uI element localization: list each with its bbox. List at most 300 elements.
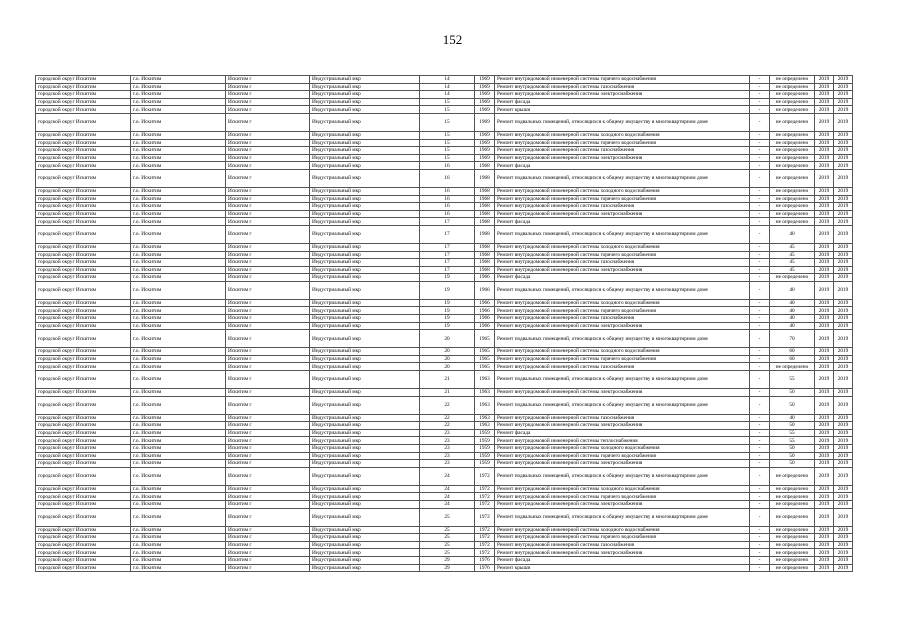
- table-cell: 24: [420, 485, 475, 493]
- table-cell: 1966: [475, 315, 495, 323]
- table-cell: 40: [770, 281, 815, 299]
- table-cell: 15: [420, 131, 475, 139]
- table-cell: Индустриальный мкр: [310, 396, 420, 414]
- table-cell: -: [750, 541, 770, 549]
- table-cell: 2019: [834, 203, 853, 211]
- table-cell: 1965: [475, 348, 495, 356]
- table-cell: -: [750, 98, 770, 106]
- table-cell: г.о. Искитим: [131, 500, 226, 508]
- table-cell: 2019: [834, 355, 853, 363]
- table-cell: -: [750, 322, 770, 330]
- table-cell: 1972: [475, 526, 495, 534]
- table-cell: 25: [420, 541, 475, 549]
- table-cell: 1959: [475, 445, 495, 453]
- table-cell: 2019: [815, 243, 834, 251]
- table-cell: 50: [770, 452, 815, 460]
- table-cell: Ремонт внутридомовой инженерной системы газоснабжения: [495, 203, 750, 211]
- table-cell: городской округ Искитим: [36, 363, 131, 371]
- table-cell: Индустриальный мкр: [310, 564, 420, 572]
- table-cell: 23: [420, 445, 475, 453]
- table-cell: Ремонт внутридомовой инженерной системы горячего водоснабжения: [495, 76, 750, 84]
- table-cell: г.о. Искитим: [131, 251, 226, 259]
- table-cell: Искитим г: [226, 396, 310, 414]
- table-cell: 22: [420, 396, 475, 414]
- table-cell: Искитим г: [226, 460, 310, 468]
- table-cell: городской округ Искитим: [36, 556, 131, 564]
- table-cell: Индустриальный мкр: [310, 91, 420, 99]
- table-cell: 1959: [475, 460, 495, 468]
- table-cell: Ремонт фасада: [495, 274, 750, 282]
- table-cell: 45: [770, 259, 815, 267]
- table-cell: не определено: [770, 500, 815, 508]
- table-cell: -: [750, 218, 770, 226]
- table-cell: Ремонт внутридомовой инженерной системы горячего водоснабжения: [495, 452, 750, 460]
- table-cell: г.о. Искитим: [131, 534, 226, 542]
- table-cell: городской округ Искитим: [36, 259, 131, 267]
- table-cell: -: [750, 500, 770, 508]
- table-cell: городской округ Искитим: [36, 162, 131, 170]
- table-cell: 1969: [475, 113, 495, 131]
- table-cell: -: [750, 330, 770, 348]
- table-cell: -: [750, 445, 770, 453]
- table-cell: Искитим г: [226, 218, 310, 226]
- table-row: [36, 437, 853, 445]
- table-cell: -: [750, 147, 770, 155]
- table-cell: не определено: [770, 113, 815, 131]
- table-cell: 2019: [834, 396, 853, 414]
- table-cell: 2019: [815, 169, 834, 187]
- table-cell: Искитим г: [226, 330, 310, 348]
- table-cell: г.о. Искитим: [131, 91, 226, 99]
- table-cell: 17: [420, 243, 475, 251]
- table-cell: городской округ Искитим: [36, 389, 131, 397]
- table-cell: 45: [770, 251, 815, 259]
- table-cell: 2019: [815, 500, 834, 508]
- table-cell: 2019: [815, 259, 834, 267]
- table-cell: Ремонт крыши: [495, 564, 750, 572]
- table-cell: Ремонт внутридомовой инженерной системы горячего водоснабжения: [495, 493, 750, 501]
- table-cell: 16: [420, 187, 475, 195]
- table-cell: не определено: [770, 139, 815, 147]
- table-cell: 2019: [834, 437, 853, 445]
- table-cell: 25: [420, 526, 475, 534]
- table-cell: Ремонт внутридомовой инженерной системы электроснабжения: [495, 210, 750, 218]
- table-cell: 70: [770, 330, 815, 348]
- table-cell: не определено: [770, 169, 815, 187]
- table-cell: 1968: [475, 210, 495, 218]
- table-cell: -: [750, 396, 770, 414]
- table-cell: Индустриальный мкр: [310, 169, 420, 187]
- table-cell: 1969: [475, 76, 495, 84]
- table-cell: городской округ Искитим: [36, 493, 131, 501]
- table-cell: 1965: [475, 363, 495, 371]
- table-cell: 2019: [815, 460, 834, 468]
- table-cell: 2019: [834, 508, 853, 526]
- table-cell: -: [750, 556, 770, 564]
- table-cell: 24: [420, 500, 475, 508]
- table-cell: Ремонт внутридомовой инженерной системы электроснабжения: [495, 322, 750, 330]
- table-row: [36, 500, 853, 508]
- table-cell: 45: [770, 243, 815, 251]
- table-cell: 2019: [834, 169, 853, 187]
- table-cell: -: [750, 508, 770, 526]
- table-cell: 2019: [834, 348, 853, 356]
- table-cell: 15: [420, 139, 475, 147]
- table-cell: г.о. Искитим: [131, 307, 226, 315]
- table-cell: городской округ Искитим: [36, 414, 131, 422]
- table-cell: -: [750, 348, 770, 356]
- table-cell: Индустриальный мкр: [310, 322, 420, 330]
- table-cell: 1963: [475, 422, 495, 430]
- table-cell: 2019: [815, 414, 834, 422]
- table-cell: 14: [420, 91, 475, 99]
- table-cell: не определено: [770, 131, 815, 139]
- table-cell: Индустриальный мкр: [310, 467, 420, 485]
- table-cell: 2019: [834, 307, 853, 315]
- table-cell: городской округ Искитим: [36, 429, 131, 437]
- table-cell: 2019: [815, 508, 834, 526]
- table-cell: Искитим г: [226, 83, 310, 91]
- table-cell: 2019: [815, 348, 834, 356]
- table-cell: городской округ Искитим: [36, 460, 131, 468]
- table-row: [36, 452, 853, 460]
- table-cell: Искитим г: [226, 363, 310, 371]
- table-cell: 2019: [834, 218, 853, 226]
- table-cell: г.о. Искитим: [131, 526, 226, 534]
- table-cell: 1968: [475, 243, 495, 251]
- table-cell: 1972: [475, 541, 495, 549]
- table-cell: 1972: [475, 485, 495, 493]
- table-cell: 2019: [815, 76, 834, 84]
- table-cell: -: [750, 363, 770, 371]
- page-number: 152: [442, 32, 463, 47]
- table-cell: 2019: [815, 106, 834, 114]
- table-cell: 1959: [475, 437, 495, 445]
- table-cell: Индустриальный мкр: [310, 210, 420, 218]
- table-cell: городской округ Искитим: [36, 541, 131, 549]
- table-row: [36, 259, 853, 267]
- table-cell: -: [750, 203, 770, 211]
- table-cell: г.о. Искитим: [131, 195, 226, 203]
- table-row: [36, 396, 853, 414]
- table-cell: 2019: [815, 363, 834, 371]
- table-cell: 1972: [475, 549, 495, 557]
- table-cell: -: [750, 266, 770, 274]
- table-cell: 1966: [475, 281, 495, 299]
- table-cell: Искитим г: [226, 131, 310, 139]
- table-cell: 1966: [475, 274, 495, 282]
- table-cell: 1963: [475, 389, 495, 397]
- table-cell: 40: [770, 307, 815, 315]
- table-cell: Ремонт подвальных помещений, относящихся к общему имуществу в многоквартирном доме: [495, 113, 750, 131]
- table-cell: г.о. Искитим: [131, 83, 226, 91]
- table-cell: 25: [420, 534, 475, 542]
- table-cell: Искитим г: [226, 467, 310, 485]
- table-cell: не определено: [770, 467, 815, 485]
- table-cell: Искитим г: [226, 274, 310, 282]
- table-cell: городской округ Искитим: [36, 549, 131, 557]
- table-cell: городской округ Искитим: [36, 564, 131, 572]
- table-cell: 17: [420, 266, 475, 274]
- table-row: [36, 266, 853, 274]
- table-cell: 1972: [475, 493, 495, 501]
- table-cell: -: [750, 315, 770, 323]
- table-cell: г.о. Искитим: [131, 281, 226, 299]
- table-cell: г.о. Искитим: [131, 218, 226, 226]
- works-table-body: [36, 76, 853, 572]
- table-cell: г.о. Искитим: [131, 106, 226, 114]
- table-cell: 1969: [475, 154, 495, 162]
- table-cell: городской округ Искитим: [36, 98, 131, 106]
- table-cell: городской округ Искитим: [36, 154, 131, 162]
- table-cell: Искитим г: [226, 266, 310, 274]
- table-cell: г.о. Искитим: [131, 169, 226, 187]
- table-cell: 2019: [834, 315, 853, 323]
- table-cell: 29: [420, 564, 475, 572]
- table-cell: -: [750, 281, 770, 299]
- table-cell: Ремонт крыши: [495, 106, 750, 114]
- table-row: [36, 422, 853, 430]
- table-cell: г.о. Искитим: [131, 355, 226, 363]
- table-cell: не определено: [770, 147, 815, 155]
- table-cell: Ремонт внутридомовой инженерной системы теплоснабжения: [495, 437, 750, 445]
- table-cell: 2019: [834, 131, 853, 139]
- table-cell: Искитим г: [226, 534, 310, 542]
- table-cell: 16: [420, 169, 475, 187]
- table-cell: Искитим г: [226, 76, 310, 84]
- table-cell: г.о. Искитим: [131, 76, 226, 84]
- table-cell: 2019: [815, 131, 834, 139]
- table-cell: Искитим г: [226, 371, 310, 389]
- table-row: [36, 274, 853, 282]
- table-cell: 1968: [475, 195, 495, 203]
- table-cell: 2019: [815, 210, 834, 218]
- table-cell: Индустриальный мкр: [310, 83, 420, 91]
- table-cell: Индустриальный мкр: [310, 460, 420, 468]
- table-cell: не определено: [770, 485, 815, 493]
- table-cell: городской округ Искитим: [36, 396, 131, 414]
- table-cell: Ремонт внутридомовой инженерной системы газоснабжения: [495, 363, 750, 371]
- table-cell: Искитим г: [226, 251, 310, 259]
- table-cell: Индустриальный мкр: [310, 330, 420, 348]
- table-cell: 2019: [815, 162, 834, 170]
- table-cell: Ремонт внутридомовой инженерной системы газоснабжения: [495, 83, 750, 91]
- table-row: [36, 315, 853, 323]
- table-cell: городской округ Искитим: [36, 210, 131, 218]
- table-cell: городской округ Искитим: [36, 106, 131, 114]
- table-cell: г.о. Искитим: [131, 549, 226, 557]
- table-cell: 2019: [834, 541, 853, 549]
- table-cell: Ремонт внутридомовой инженерной системы электроснабжения: [495, 91, 750, 99]
- table-row: [36, 218, 853, 226]
- table-cell: 2019: [815, 147, 834, 155]
- table-row: [36, 281, 853, 299]
- table-cell: -: [750, 83, 770, 91]
- table-cell: 2019: [815, 299, 834, 307]
- table-row: [36, 549, 853, 557]
- table-cell: Индустриальный мкр: [310, 508, 420, 526]
- table-cell: 2019: [834, 139, 853, 147]
- table-cell: 2019: [834, 549, 853, 557]
- table-cell: Ремонт фасада: [495, 556, 750, 564]
- table-cell: Искитим г: [226, 203, 310, 211]
- table-cell: -: [750, 162, 770, 170]
- table-cell: городской округ Искитим: [36, 243, 131, 251]
- table-cell: Индустриальный мкр: [310, 389, 420, 397]
- table-cell: 2019: [834, 330, 853, 348]
- table-cell: Индустриальный мкр: [310, 281, 420, 299]
- table-cell: 14: [420, 76, 475, 84]
- table-cell: 23: [420, 452, 475, 460]
- table-cell: Искитим г: [226, 493, 310, 501]
- table-cell: Индустриальный мкр: [310, 541, 420, 549]
- table-cell: 2019: [834, 363, 853, 371]
- table-cell: Индустриальный мкр: [310, 549, 420, 557]
- table-cell: г.о. Искитим: [131, 564, 226, 572]
- table-cell: 2019: [834, 210, 853, 218]
- table-cell: Искитим г: [226, 113, 310, 131]
- table-cell: Индустриальный мкр: [310, 445, 420, 453]
- table-cell: г.о. Искитим: [131, 414, 226, 422]
- table-cell: Искитим г: [226, 139, 310, 147]
- table-cell: 15: [420, 98, 475, 106]
- table-cell: г.о. Искитим: [131, 429, 226, 437]
- table-cell: городской округ Искитим: [36, 169, 131, 187]
- table-cell: 2019: [815, 187, 834, 195]
- table-cell: 2019: [815, 225, 834, 243]
- table-cell: 14: [420, 83, 475, 91]
- table-cell: городской округ Искитим: [36, 307, 131, 315]
- table-cell: -: [750, 225, 770, 243]
- table-cell: не определено: [770, 534, 815, 542]
- table-cell: Искитим г: [226, 307, 310, 315]
- table-cell: Искитим г: [226, 154, 310, 162]
- table-cell: 1968: [475, 266, 495, 274]
- table-cell: Искитим г: [226, 210, 310, 218]
- table-cell: г.о. Искитим: [131, 493, 226, 501]
- table-cell: г.о. Искитим: [131, 556, 226, 564]
- table-cell: Ремонт внутридомовой инженерной системы электроснабжения: [495, 422, 750, 430]
- table-cell: Искитим г: [226, 322, 310, 330]
- table-cell: 2019: [834, 113, 853, 131]
- works-table: [35, 75, 853, 572]
- table-cell: Ремонт подвальных помещений, относящихся к общему имуществу в многоквартирном доме: [495, 508, 750, 526]
- table-cell: Искитим г: [226, 91, 310, 99]
- table-cell: 40: [770, 322, 815, 330]
- table-cell: городской округ Искитим: [36, 113, 131, 131]
- table-row: [36, 162, 853, 170]
- table-cell: -: [750, 259, 770, 267]
- table-cell: 1968: [475, 259, 495, 267]
- table-cell: Ремонт внутридомовой инженерной системы электроснабжения: [495, 549, 750, 557]
- table-cell: Искитим г: [226, 147, 310, 155]
- table-cell: Ремонт внутридомовой инженерной системы холодного водоснабжения: [495, 243, 750, 251]
- table-cell: Индустриальный мкр: [310, 225, 420, 243]
- table-cell: Ремонт подвальных помещений, относящихся к общему имуществу в многоквартирном доме: [495, 396, 750, 414]
- table-cell: -: [750, 452, 770, 460]
- table-cell: 2019: [815, 195, 834, 203]
- table-cell: 20: [420, 330, 475, 348]
- table-cell: г.о. Искитим: [131, 162, 226, 170]
- table-cell: 40: [770, 414, 815, 422]
- table-cell: 2019: [815, 154, 834, 162]
- table-cell: 2019: [815, 452, 834, 460]
- table-cell: 2019: [834, 422, 853, 430]
- table-row: [36, 330, 853, 348]
- table-cell: 2019: [815, 98, 834, 106]
- table-cell: Искитим г: [226, 541, 310, 549]
- table-cell: -: [750, 76, 770, 84]
- table-cell: городской округ Искитим: [36, 330, 131, 348]
- table-row: [36, 203, 853, 211]
- table-cell: Ремонт фасада: [495, 98, 750, 106]
- table-cell: Искитим г: [226, 422, 310, 430]
- table-cell: 1969: [475, 131, 495, 139]
- table-cell: Индустриальный мкр: [310, 203, 420, 211]
- table-cell: городской округ Искитим: [36, 422, 131, 430]
- table-cell: -: [750, 485, 770, 493]
- table-cell: г.о. Искитим: [131, 259, 226, 267]
- table-cell: не определено: [770, 203, 815, 211]
- table-cell: Индустриальный мкр: [310, 251, 420, 259]
- table-row: [36, 355, 853, 363]
- table-cell: не определено: [770, 83, 815, 91]
- table-cell: Индустриальный мкр: [310, 422, 420, 430]
- table-cell: Ремонт внутридомовой инженерной системы горячего водоснабжения: [495, 195, 750, 203]
- table-row: [36, 139, 853, 147]
- table-cell: г.о. Искитим: [131, 485, 226, 493]
- table-cell: Искитим г: [226, 549, 310, 557]
- table-cell: г.о. Искитим: [131, 460, 226, 468]
- table-cell: не определено: [770, 154, 815, 162]
- table-cell: городской округ Искитим: [36, 225, 131, 243]
- table-cell: г.о. Искитим: [131, 187, 226, 195]
- table-cell: 19: [420, 322, 475, 330]
- table-cell: Индустриальный мкр: [310, 363, 420, 371]
- table-cell: Ремонт внутридомовой инженерной системы холодного водоснабжения: [495, 187, 750, 195]
- table-cell: Индустриальный мкр: [310, 315, 420, 323]
- table-cell: г.о. Искитим: [131, 210, 226, 218]
- table-cell: не определено: [770, 98, 815, 106]
- table-cell: Ремонт внутридомовой инженерной системы холодного водоснабжения: [495, 526, 750, 534]
- table-cell: городской округ Искитим: [36, 526, 131, 534]
- table-cell: г.о. Искитим: [131, 322, 226, 330]
- works-table-container: [35, 75, 852, 572]
- table-cell: Искитим г: [226, 508, 310, 526]
- table-cell: Ремонт подвальных помещений, относящихся к общему имуществу в многоквартирном доме: [495, 281, 750, 299]
- table-cell: 1969: [475, 98, 495, 106]
- table-cell: г.о. Искитим: [131, 225, 226, 243]
- table-cell: г.о. Искитим: [131, 467, 226, 485]
- table-cell: 1965: [475, 330, 495, 348]
- table-cell: г.о. Искитим: [131, 422, 226, 430]
- table-cell: 1972: [475, 467, 495, 485]
- table-cell: 2019: [834, 187, 853, 195]
- table-cell: городской округ Искитим: [36, 131, 131, 139]
- table-cell: 2019: [815, 445, 834, 453]
- table-cell: 2019: [815, 139, 834, 147]
- table-cell: Искитим г: [226, 243, 310, 251]
- table-cell: городской округ Искитим: [36, 485, 131, 493]
- table-row: [36, 169, 853, 187]
- table-row: [36, 187, 853, 195]
- table-cell: 1966: [475, 322, 495, 330]
- table-cell: Искитим г: [226, 500, 310, 508]
- table-cell: Искитим г: [226, 98, 310, 106]
- table-cell: 2019: [834, 485, 853, 493]
- table-cell: 50: [770, 460, 815, 468]
- table-row: [36, 493, 853, 501]
